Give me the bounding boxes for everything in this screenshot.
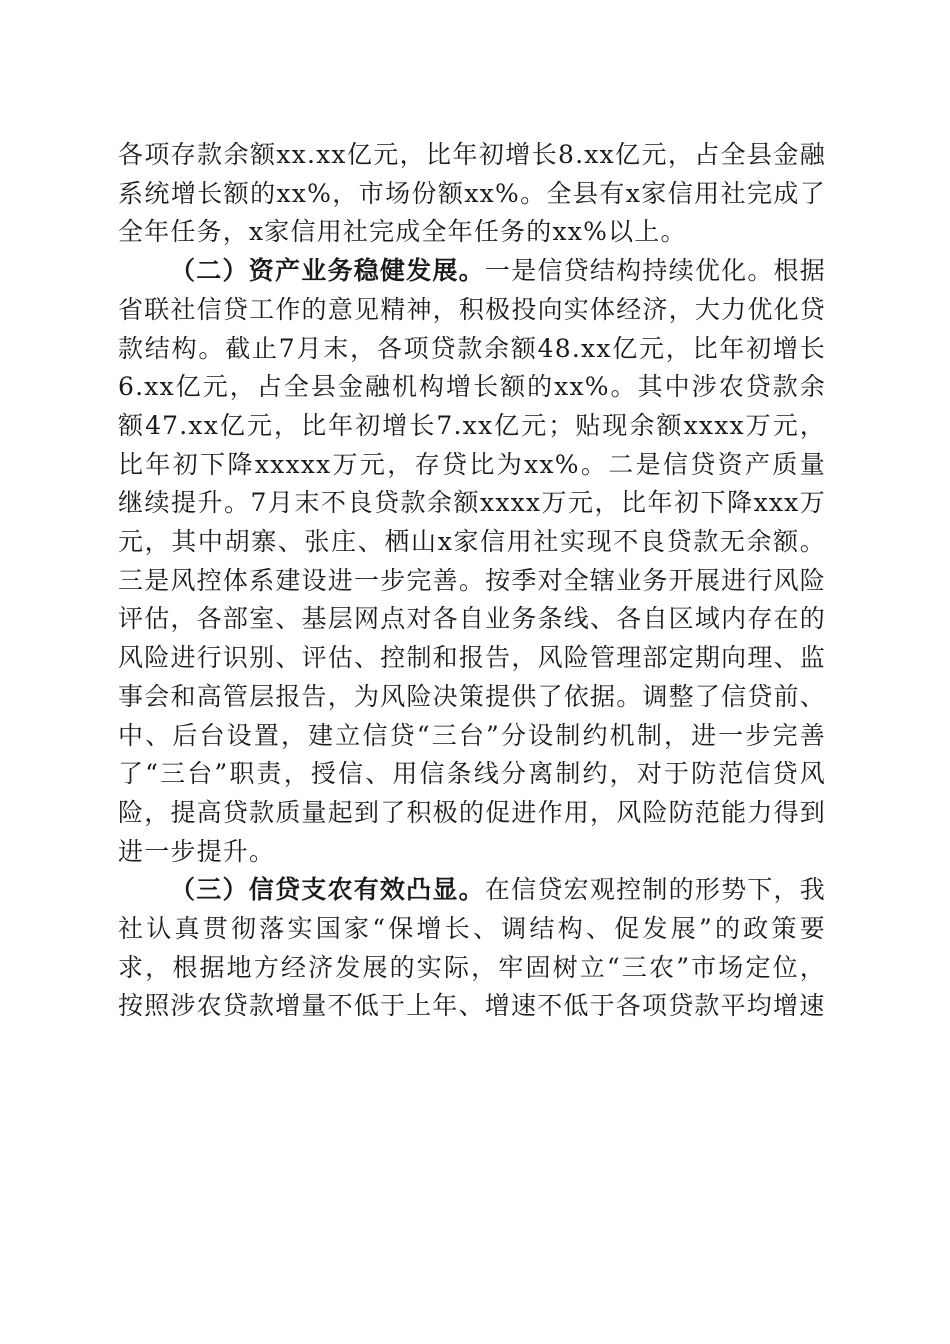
paragraph-assets [118,252,826,871]
paragraph-agri-credit-text: 在信贷宏观控制的形势下，我社认真贯彻落实国家“保增长、调结构、促发展”的政策要求，根据地方经济发展的实际，牢固树立“三农”市场定位，按照涉农贷款增量不低于上年、增速不低于各项贷款平均增速 [118,875,826,1021]
paragraph-assets-text: 一是信贷结构持续优化。根据省联社信贷工作的意见精神，积极投向实体经济，大力优化贷款结构。截止7月末，各项贷款余额48.xx亿元，比年初增长6.xx亿元，占全县金融机构增长额的xx%。其中涉农贷款余额47.xx亿元，比年初增长7.xx亿元；贴现余额xxxx万元，比年初下降xxxxx万元，存贷比为xx%。二是信贷资产质量继续提升。7月末不良贷款余额xxxx万元，比年初下降xxx万元，其中胡寨、张庄、栖山x家信用社实现不良贷款无余额。三是风控体系建设进一步完善。按季对全辖业务开展进行风险评估，各部室、基层网点对各自业务条线、各自区域内存在的风险进行识别、评估、控制和报告，风险管理部定期向理、监事会和高管层报告，为风险决策提供了依据。调整了信贷前、中、后台设置，建立信贷“三台”分设制约机制，进一步完善了“三台”职责，授信、用信条线分离制约，对于防范信贷风险，提高贷款质量起到了积极的促进作用，风险防范能力得到进一步提升。 [118,256,826,866]
section-heading-assets: （二）资产业务稳健发展。 [170,256,485,286]
paragraph-agri-credit [118,871,826,1026]
paragraph-deposits-text: 各项存款余额xx.xx亿元，比年初增长8.xx亿元，占全县金融系统增长额的xx%，市场份额xx%。全县有x家信用社完成了全年任务，x家信用社完成全年任务的xx%以上。 [118,140,826,247]
section-heading-agri-credit: （三）信贷支农有效凸显。 [170,875,485,905]
paragraph-deposits [118,136,826,252]
